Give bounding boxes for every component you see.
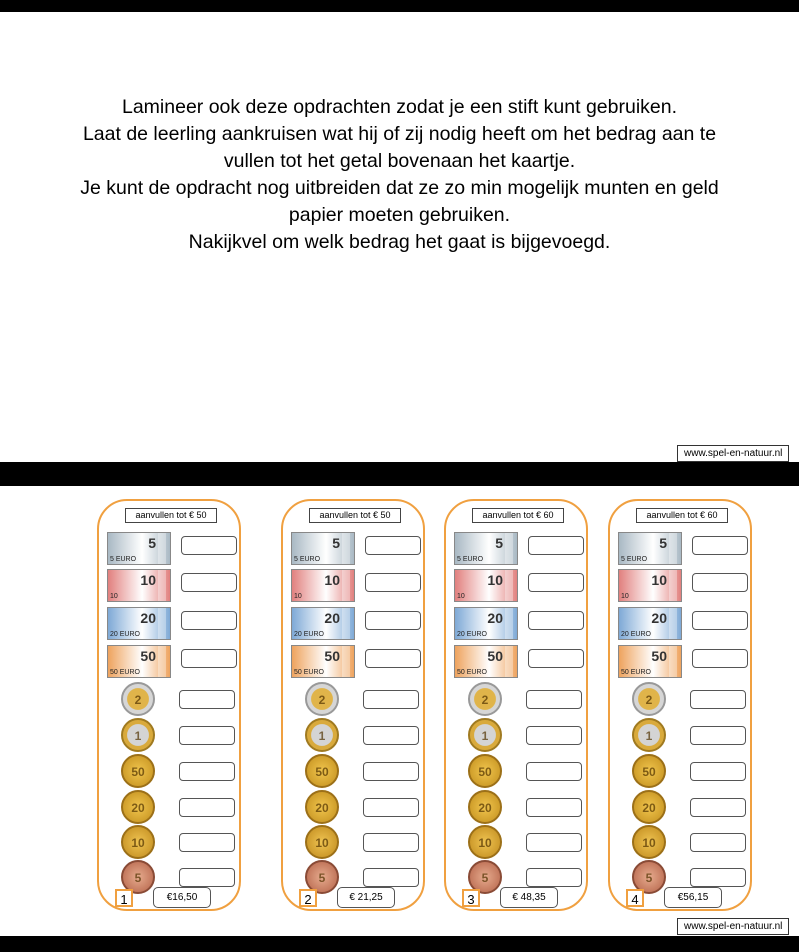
money-row (99, 643, 243, 677)
banknote-value: 50 (487, 648, 503, 664)
banknote-value: 20 (487, 610, 503, 626)
banknote-20-icon (618, 607, 682, 640)
money-row (446, 643, 590, 677)
money-card-2 (281, 499, 425, 911)
checkbox-field[interactable] (363, 833, 419, 852)
coin-1-euro-icon (121, 718, 155, 752)
banknote-label: 10 (621, 593, 629, 600)
checkbox-field[interactable] (363, 868, 419, 887)
banknote-stripe (158, 646, 166, 677)
checkbox-field[interactable] (692, 573, 748, 592)
banknote-value: 5 (148, 535, 156, 551)
coin-value: 1 (481, 729, 489, 743)
banknote-5-icon (107, 532, 171, 565)
coin-value: 2 (481, 693, 489, 707)
coin-20-cent-icon (121, 790, 155, 824)
coin-value: 5 (481, 871, 489, 885)
coin-value: 5 (318, 871, 326, 885)
coin-value: 2 (134, 693, 142, 707)
checkbox-field[interactable] (690, 690, 746, 709)
money-row (446, 790, 590, 824)
coin-value: 10 (642, 836, 656, 850)
checkbox-field[interactable] (363, 798, 419, 817)
banknote-label: 50 EURO (621, 669, 651, 676)
banknote-10-icon (618, 569, 682, 602)
instruction-line: Je kunt de opdracht nog uitbreiden dat ze zo min mogelijk munten en geld (80, 177, 719, 199)
banknote-stripe (669, 570, 677, 601)
checkbox-field[interactable] (363, 726, 419, 745)
banknote-value: 5 (495, 535, 503, 551)
money-row (99, 530, 243, 564)
money-row (99, 567, 243, 601)
money-row (283, 682, 427, 716)
card-number: 2 (299, 889, 317, 907)
banknote-5-icon (454, 532, 518, 565)
banknote-stripe (669, 608, 677, 639)
checkbox-field[interactable] (181, 649, 237, 668)
checkbox-field[interactable] (179, 798, 235, 817)
card-number: 4 (626, 889, 644, 907)
checkbox-field[interactable] (526, 726, 582, 745)
card-number: 3 (462, 889, 480, 907)
money-row (610, 643, 754, 677)
coin-50-cent-icon (468, 754, 502, 788)
banknote-value: 10 (651, 572, 667, 588)
coin-value: 1 (318, 729, 326, 743)
banknote-50-icon (618, 645, 682, 678)
card-title: aanvullen tot € 60 (636, 508, 728, 523)
coin-value: 50 (315, 765, 329, 779)
coin-value: 2 (645, 693, 653, 707)
banknote-stripe (505, 608, 513, 639)
banknote-stripe (342, 570, 350, 601)
banknote-label: 20 EURO (110, 631, 140, 638)
banknote-label: 5 EURO (110, 556, 137, 563)
banknote-stripe (342, 608, 350, 639)
instruction-line: papier moeten gebruiken. (288, 204, 511, 226)
website-label: www.spel-en-natuur.nl (677, 445, 789, 462)
banknote-label: 50 EURO (294, 669, 324, 676)
banknote-label: 5 EURO (457, 556, 484, 563)
banknote-50-icon (454, 645, 518, 678)
money-row (610, 790, 754, 824)
banknote-stripe (342, 533, 350, 564)
money-row (99, 682, 243, 716)
coin-value: 2 (318, 693, 326, 707)
money-row (99, 825, 243, 859)
checkbox-field[interactable] (690, 868, 746, 887)
bottom-bar (0, 936, 799, 952)
checkbox-field[interactable] (181, 611, 237, 630)
money-row (283, 718, 427, 752)
banknote-label: 20 EURO (621, 631, 651, 638)
coin-value: 50 (478, 765, 492, 779)
card-title: aanvullen tot € 60 (472, 508, 564, 523)
coin-20-cent-icon (632, 790, 666, 824)
instruction-line: Laat de leerling aankruisen wat hij of zij nodig heeft om het bedrag aan te (82, 123, 717, 145)
checkbox-field[interactable] (179, 868, 235, 887)
banknote-value: 10 (487, 572, 503, 588)
banknote-value: 10 (324, 572, 340, 588)
coin-2-euro-icon (121, 682, 155, 716)
checkbox-field[interactable] (690, 833, 746, 852)
money-row (99, 790, 243, 824)
website-label-bottom: www.spel-en-natuur.nl (677, 918, 789, 935)
coin-value: 10 (315, 836, 329, 850)
checkbox-field[interactable] (690, 762, 746, 781)
card-answer: €16,50 (153, 887, 211, 908)
banknote-value: 10 (140, 572, 156, 588)
banknote-20-icon (107, 607, 171, 640)
checkbox-field[interactable] (365, 611, 421, 630)
coin-20-cent-icon (305, 790, 339, 824)
checkbox-field[interactable] (528, 573, 584, 592)
checkbox-field[interactable] (181, 573, 237, 592)
banknote-label: 10 (110, 593, 118, 600)
coin-value: 20 (478, 801, 492, 815)
banknote-label: 10 (294, 593, 302, 600)
checkbox-field[interactable] (179, 833, 235, 852)
instruction-line: vullen tot het getal bovenaan het kaartje. (223, 150, 576, 172)
banknote-label: 20 EURO (294, 631, 324, 638)
money-row (610, 605, 754, 639)
money-row (99, 605, 243, 639)
money-row (610, 530, 754, 564)
banknote-value: 50 (324, 648, 340, 664)
checkbox-field[interactable] (526, 798, 582, 817)
banknote-label: 10 (457, 593, 465, 600)
banknote-20-icon (291, 607, 355, 640)
money-row (283, 790, 427, 824)
money-row (446, 682, 590, 716)
banknote-10-icon (454, 569, 518, 602)
money-card-4 (608, 499, 752, 911)
banknote-label: 5 EURO (294, 556, 321, 563)
money-row (610, 682, 754, 716)
card-number: 1 (115, 889, 133, 907)
banknote-stripe (158, 570, 166, 601)
money-row (446, 567, 590, 601)
money-row (446, 718, 590, 752)
coin-value: 10 (131, 836, 145, 850)
coin-10-cent-icon (468, 825, 502, 859)
checkbox-field[interactable] (181, 536, 237, 555)
money-row (99, 754, 243, 788)
banknote-value: 50 (140, 648, 156, 664)
coin-value: 1 (134, 729, 142, 743)
checkbox-field[interactable] (526, 690, 582, 709)
money-card-3 (444, 499, 588, 911)
banknote-value: 50 (651, 648, 667, 664)
checkbox-field[interactable] (179, 762, 235, 781)
instruction-line: Nakijkvel om welk bedrag het gaat is bijgevoegd. (188, 231, 611, 253)
coin-20-cent-icon (468, 790, 502, 824)
checkbox-field[interactable] (692, 649, 748, 668)
checkbox-field[interactable] (179, 690, 235, 709)
money-row (446, 605, 590, 639)
coin-50-cent-icon (121, 754, 155, 788)
coin-1-euro-icon (632, 718, 666, 752)
banknote-20-icon (454, 607, 518, 640)
instruction-line: Lamineer ook deze opdrachten zodat je een stift kunt gebruiken. (121, 96, 678, 118)
coin-2-euro-icon (632, 682, 666, 716)
money-row (610, 718, 754, 752)
banknote-value: 5 (659, 535, 667, 551)
card-answer: €56,15 (664, 887, 722, 908)
coin-value: 1 (645, 729, 653, 743)
checkbox-field[interactable] (526, 868, 582, 887)
coin-1-euro-icon (305, 718, 339, 752)
banknote-value: 5 (332, 535, 340, 551)
money-row (446, 530, 590, 564)
coin-value: 10 (478, 836, 492, 850)
banknote-stripe (342, 646, 350, 677)
checkbox-field[interactable] (528, 611, 584, 630)
banknote-label: 5 EURO (621, 556, 648, 563)
card-answer: € 48,35 (500, 887, 558, 908)
money-row (446, 825, 590, 859)
money-row (283, 567, 427, 601)
coin-value: 5 (645, 871, 653, 885)
banknote-stripe (505, 570, 513, 601)
coin-value: 20 (315, 801, 329, 815)
coin-value: 20 (642, 801, 656, 815)
banknote-10-icon (107, 569, 171, 602)
banknote-stripe (505, 646, 513, 677)
checkbox-field[interactable] (363, 762, 419, 781)
banknote-5-icon (291, 532, 355, 565)
checkbox-field[interactable] (528, 536, 584, 555)
money-row (446, 754, 590, 788)
top-bar (0, 0, 799, 12)
banknote-stripe (505, 533, 513, 564)
checkbox-field[interactable] (526, 833, 582, 852)
coin-value: 50 (131, 765, 145, 779)
coin-value: 50 (642, 765, 656, 779)
checkbox-field[interactable] (690, 798, 746, 817)
money-row (610, 754, 754, 788)
middle-bar (0, 462, 799, 486)
money-row (283, 605, 427, 639)
checkbox-field[interactable] (363, 690, 419, 709)
coin-value: 20 (131, 801, 145, 815)
banknote-label: 50 EURO (457, 669, 487, 676)
banknote-10-icon (291, 569, 355, 602)
card-title: aanvullen tot € 50 (125, 508, 217, 523)
money-row (283, 825, 427, 859)
coin-10-cent-icon (632, 825, 666, 859)
money-row (610, 567, 754, 601)
coin-10-cent-icon (305, 825, 339, 859)
banknote-stripe (669, 646, 677, 677)
banknote-stripe (669, 533, 677, 564)
checkbox-field[interactable] (690, 726, 746, 745)
banknote-label: 20 EURO (457, 631, 487, 638)
banknote-value: 20 (140, 610, 156, 626)
coin-value: 5 (134, 871, 142, 885)
banknote-stripe (158, 533, 166, 564)
coin-50-cent-icon (305, 754, 339, 788)
coin-1-euro-icon (468, 718, 502, 752)
checkbox-field[interactable] (365, 649, 421, 668)
checkbox-field[interactable] (365, 573, 421, 592)
card-answer: € 21,25 (337, 887, 395, 908)
coin-2-euro-icon (468, 682, 502, 716)
checkbox-field[interactable] (692, 536, 748, 555)
money-row (99, 718, 243, 752)
coin-50-cent-icon (632, 754, 666, 788)
checkbox-field[interactable] (365, 536, 421, 555)
banknote-value: 20 (651, 610, 667, 626)
money-row (283, 530, 427, 564)
banknote-stripe (158, 608, 166, 639)
checkbox-field[interactable] (526, 762, 582, 781)
banknote-50-icon (291, 645, 355, 678)
checkbox-field[interactable] (528, 649, 584, 668)
banknote-5-icon (618, 532, 682, 565)
banknote-value: 20 (324, 610, 340, 626)
money-row (610, 825, 754, 859)
money-row (283, 643, 427, 677)
instructions-text (20, 94, 779, 256)
money-card-1 (97, 499, 241, 911)
checkbox-field[interactable] (692, 611, 748, 630)
banknote-label: 50 EURO (110, 669, 140, 676)
card-title: aanvullen tot € 50 (309, 508, 401, 523)
coin-10-cent-icon (121, 825, 155, 859)
banknote-50-icon (107, 645, 171, 678)
money-row (283, 754, 427, 788)
coin-2-euro-icon (305, 682, 339, 716)
checkbox-field[interactable] (179, 726, 235, 745)
